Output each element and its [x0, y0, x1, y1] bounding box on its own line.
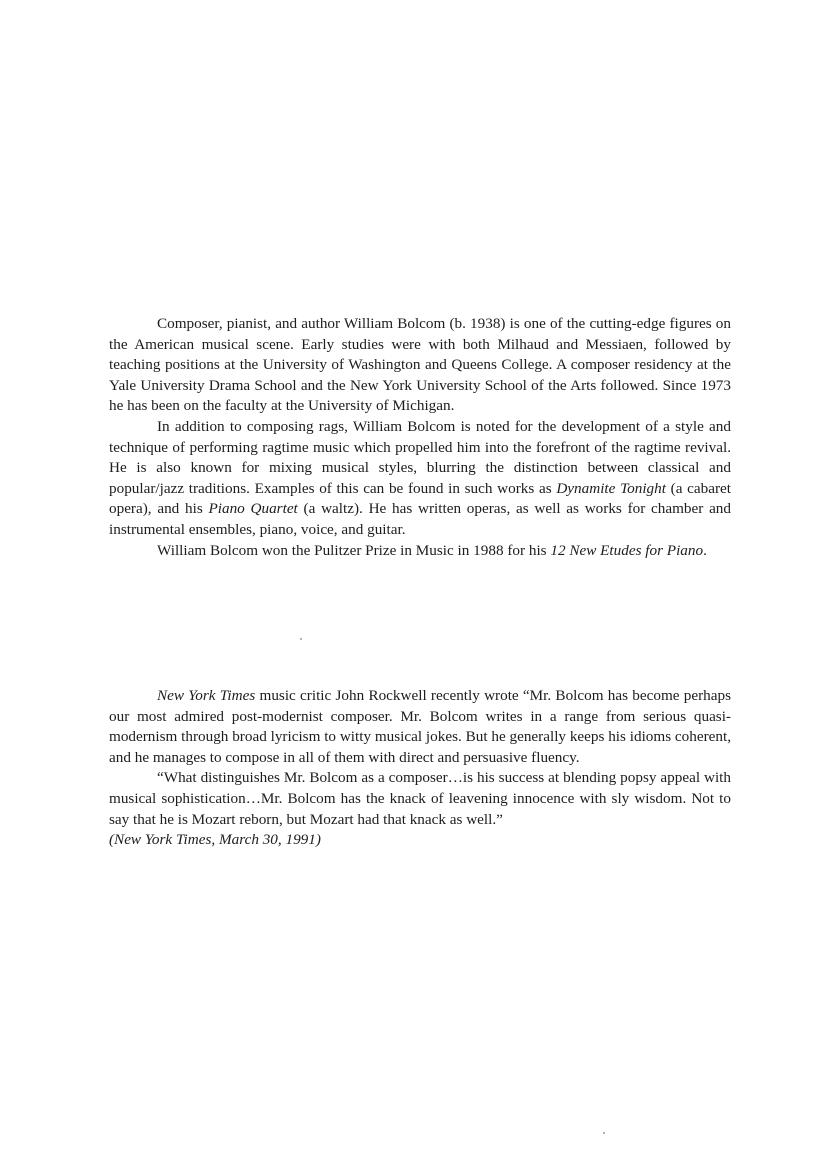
review-paragraph-rockwell	[109, 686, 731, 768]
bio-paragraph-pulitzer	[109, 541, 731, 562]
scan-speck	[603, 1132, 605, 1134]
bio-ragtime-text-b: (a cabaret opera), and his	[109, 479, 731, 518]
review-quote-text: “What distinguishes Mr. Bolcom as a composer…is his success at blending popsy appeal with musical sophistication…Mr. Bolcom has the knack of leavening innocence with sly wisdom. Not to say that he is Mozart reborn, but Mozart had that knack as well.”	[109, 769, 731, 828]
bio-paragraph-ragtime	[109, 417, 731, 541]
review-source-name: New York Times	[157, 687, 256, 704]
bio-ragtime-text-a: In addition to composing rags, William Bolcom is noted for the development of a style and technique of performing ragtime music which propelled him into the forefront of the ragtime revival. He is also known for mixing musical styles, blurring the distinction between classical and popular/jazz traditions. Examples of this can be found in such works as	[109, 417, 731, 497]
review-citation: (New York Times, March 30, 1991)	[109, 831, 321, 849]
bio-paragraph-intro: Composer, pianist, and author William Bolcom (b. 1938) is one of the cutting-edge figures on the American musical scene. Early studies were with both Milhaud and Messiaen, followed by teaching positions at the University of Washington and Queens College. A composer residency at the Yale University Drama School and the New York University School of the Arts followed. Since 1973 he has been on the faculty at the University of Michigan.	[109, 315, 731, 415]
review-rockwell-text: music critic John Rockwell recently wrote “Mr. Bolcom has become perhaps our most admired post-modernist composer. Mr. Bolcom writes in a range from serious quasi-modernism through broad lyricism to witty musical jokes. But he generally keeps his idioms coherent, and he manages to compose in all of them with direct and persuasive fluency.	[109, 687, 731, 766]
work-title-piano-quartet: Piano Quartet	[208, 500, 298, 518]
work-title-12-new-etudes: 12 New Etudes for Piano	[550, 541, 704, 559]
work-title-dynamite-tonight: Dynamite Tonight	[556, 479, 666, 497]
biography-section	[109, 314, 731, 561]
review-paragraph-quote	[109, 768, 731, 850]
bio-pulitzer-text: William Bolcom won the Pulitzer Prize in Music in 1988 for his	[157, 541, 551, 559]
bio-ragtime-text-c: (a waltz). He has written operas, as well as works for chamber and instrumental ensembles, piano, voice, and guitar.	[109, 500, 731, 538]
bio-pulitzer-end: .	[703, 541, 707, 559]
review-section	[109, 686, 731, 851]
scan-speck	[300, 638, 302, 640]
